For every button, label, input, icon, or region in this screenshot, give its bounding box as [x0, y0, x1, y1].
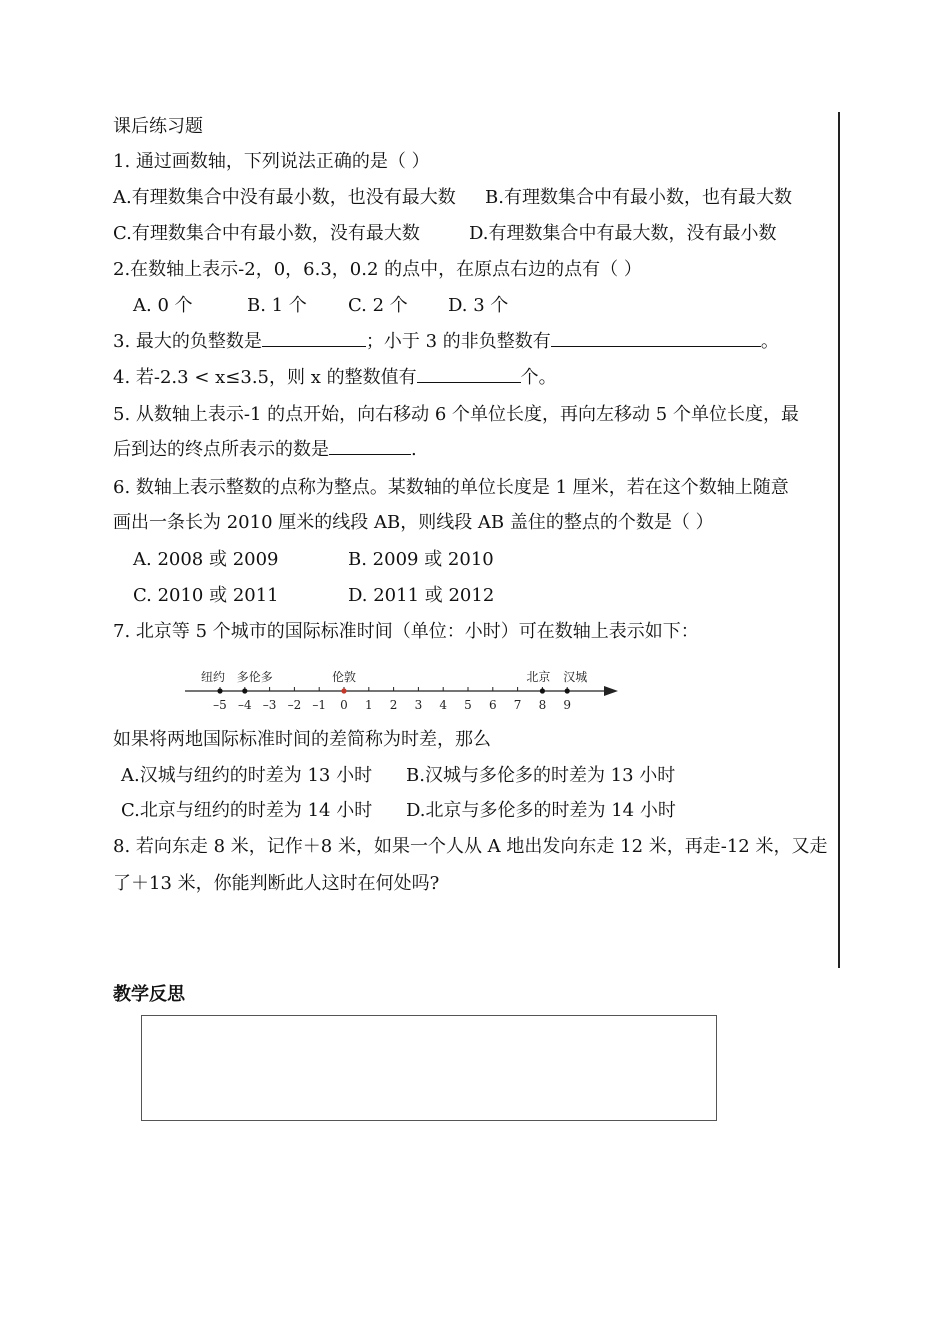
city-point — [242, 688, 247, 693]
q6-option-c: C. 2010 或 2011 — [133, 585, 279, 606]
city-label: 汉城 — [563, 670, 588, 684]
q8-line-2: 了＋13 米，你能判断此人这时在何处吗? — [113, 873, 440, 894]
reflection-title: 教学反思 — [113, 984, 185, 1005]
q7-option-a: A.汉城与纽约的时差为 13 小时 — [121, 765, 373, 786]
q2-stem: 2.在数轴上表示-2，0，6.3，0.2 的点中，在原点右边的点有（ ） — [113, 259, 642, 280]
number-line-tick-label: 5 — [464, 698, 472, 712]
number-line-tick-label: –3 — [262, 698, 277, 712]
q5-line-2 — [113, 438, 417, 462]
q1-stem: 1. 通过画数轴，下列说法正确的是（ ） — [113, 151, 430, 172]
q7-stem: 7. 北京等 5 个城市的国际标准时间（单位：小时）可在数轴上表示如下： — [113, 621, 699, 642]
number-line-figure — [180, 662, 630, 714]
city-point — [540, 688, 545, 693]
q2-option-a: A. 0 个 — [133, 295, 193, 316]
q5-text-end: . — [411, 439, 417, 460]
city-label: 北京 — [526, 670, 551, 684]
q5-text: 后到达的终点所表示的数是 — [113, 439, 329, 460]
q2-option-d: D. 3 个 — [448, 295, 509, 316]
number-line-tick-label: –4 — [237, 698, 252, 712]
number-line-tick-label: –2 — [287, 698, 302, 712]
q6-option-d: D. 2011 或 2012 — [348, 585, 495, 606]
q7-option-c: C.北京与纽约的时差为 14 小时 — [121, 800, 373, 821]
q5-line-1: 5. 从数轴上表示-1 的点开始，向右移动 6 个单位长度，再向左移动 5 个单位长度，最 — [113, 404, 799, 425]
q3-blank-1[interactable] — [262, 330, 366, 347]
q3-text-1: 3. 最大的负整数是 — [113, 331, 262, 352]
number-line-tick-label: –5 — [213, 698, 227, 712]
city-label: 伦敦 — [331, 670, 357, 684]
city-point — [341, 688, 346, 693]
city-point — [217, 688, 222, 693]
city-point — [565, 688, 570, 693]
number-line-tick-label: 0 — [340, 698, 348, 712]
q4-text-2: 个。 — [520, 367, 557, 388]
q5-blank[interactable] — [329, 438, 411, 455]
section-title: 课后练习题 — [113, 116, 203, 137]
q3-text-3: 。 — [760, 331, 779, 352]
q7-option-d: D.北京与多伦多的时差为 14 小时 — [406, 800, 676, 821]
q1-option-a: A.有理数集合中没有最小数，也没有最大数 — [113, 187, 456, 208]
number-line-arrow — [604, 686, 618, 696]
number-line-tick-label: 6 — [488, 698, 497, 712]
q6-option-b: B. 2009 或 2010 — [348, 549, 494, 570]
q8-line-1: 8. 若向东走 8 米，记作＋8 米，如果一个人从 A 地出发向东走 12 米，再走-12 米，又走 — [113, 836, 828, 857]
q6-option-a: A. 2008 或 2009 — [133, 549, 279, 570]
q6-line-1: 6. 数轴上表示整数的点称为整点。某数轴的单位长度是 1 厘米，若在这个数轴上随意 — [113, 477, 789, 498]
reflection-box[interactable] — [141, 1015, 717, 1121]
number-line-tick-label: 1 — [364, 698, 373, 712]
q7-option-b: B.汉城与多伦多的时差为 13 小时 — [406, 765, 676, 786]
q1-option-b: B.有理数集合中有最小数，也有最大数 — [485, 187, 792, 208]
q1-option-c: C.有理数集合中有最小数，没有最大数 — [113, 223, 420, 244]
q6-line-2: 画出一条长为 2010 厘米的线段 AB，则线段 AB 盖住的整点的个数是（ ） — [113, 512, 714, 533]
number-line-tick-label: 2 — [389, 698, 398, 712]
number-line-tick-label: 8 — [538, 698, 547, 712]
number-line-tick-label: 9 — [563, 698, 572, 712]
number-line-tick-label: 7 — [513, 698, 522, 712]
q7-follow: 如果将两地国际标准时间的差简称为时差，那么 — [113, 729, 491, 750]
number-line-tick-label: 4 — [439, 698, 448, 712]
q3-line — [113, 330, 779, 354]
q4-line — [113, 366, 557, 390]
city-label: 纽约 — [200, 670, 226, 684]
number-line-tick-label: –1 — [312, 698, 327, 712]
q3-blank-2[interactable] — [551, 330, 761, 347]
q4-blank[interactable] — [417, 366, 521, 383]
city-label: 多伦多 — [236, 670, 273, 684]
q2-option-c: C. 2 个 — [348, 295, 408, 316]
q1-option-d: D.有理数集合中有最大数，没有最小数 — [469, 223, 777, 244]
number-line-tick-label: 3 — [414, 698, 423, 712]
margin-rule — [838, 112, 840, 968]
q2-option-b: B. 1 个 — [247, 295, 307, 316]
q4-text-1: 4. 若-2.3 < x≤3.5，则 x 的整数值有 — [113, 367, 417, 388]
q3-text-2: ；小于 3 的非负整数有 — [365, 331, 551, 352]
